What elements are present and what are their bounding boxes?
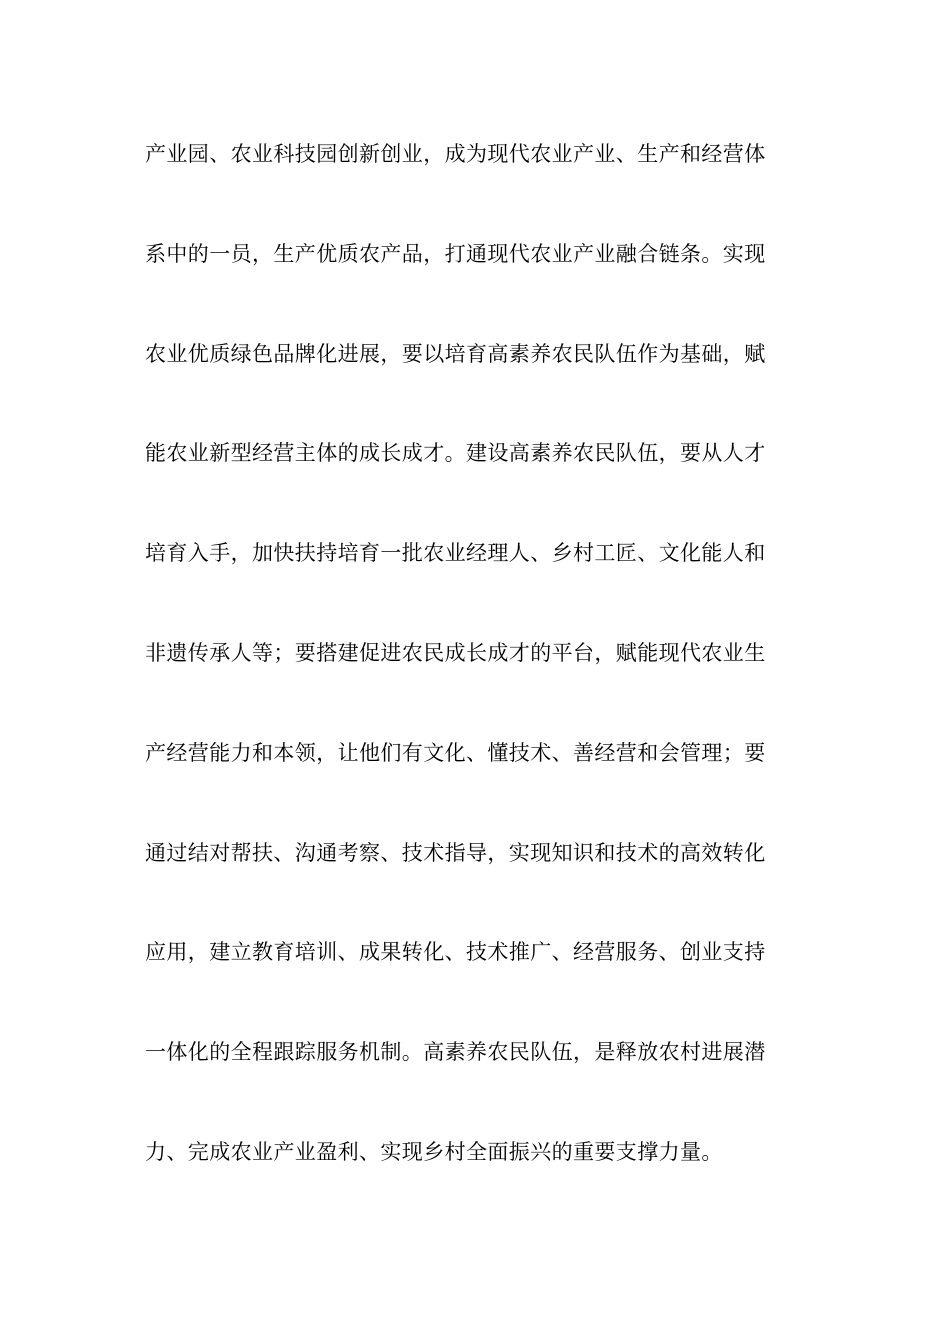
text-line: 一体化的全程跟踪服务机制。高素养农民队伍，是释放农村进展潜 xyxy=(145,1040,766,1065)
text-line: 通过结对帮扶、沟通考察、技术指导，实现知识和技术的高效转化 xyxy=(145,840,766,865)
text-line: 农业优质绿色品牌化进展，要以培育高素养农民队伍作为基础，赋 xyxy=(145,341,766,366)
text-line: 产经营能力和本领，让他们有文化、懂技术、善经营和会管理；要 xyxy=(145,740,766,765)
text-line: 系中的一员，生产优质农产品，打通现代农业产业融合链条。实现 xyxy=(145,241,766,266)
text-line: 培育入手，加快扶持培育一批农业经理人、乡村工匠、文化能人和 xyxy=(145,541,766,566)
text-line: 力、完成农业产业盈利、实现乡村全面振兴的重要支撑力量。 xyxy=(145,1139,723,1164)
body-paragraph xyxy=(145,126,810,1224)
text-line: 非遗传承人等；要搭建促进农民成长成才的平台，赋能现代农业生 xyxy=(145,640,766,665)
text-line: 产业园、农业科技园创新创业，成为现代农业产业、生产和经营体 xyxy=(145,142,766,166)
text-line: 能农业新型经营主体的成长成才。建设高素养农民队伍，要从人才 xyxy=(145,441,766,466)
text-line: 应用，建立教育培训、成果转化、技术推广、经营服务、创业支持 xyxy=(145,940,766,965)
